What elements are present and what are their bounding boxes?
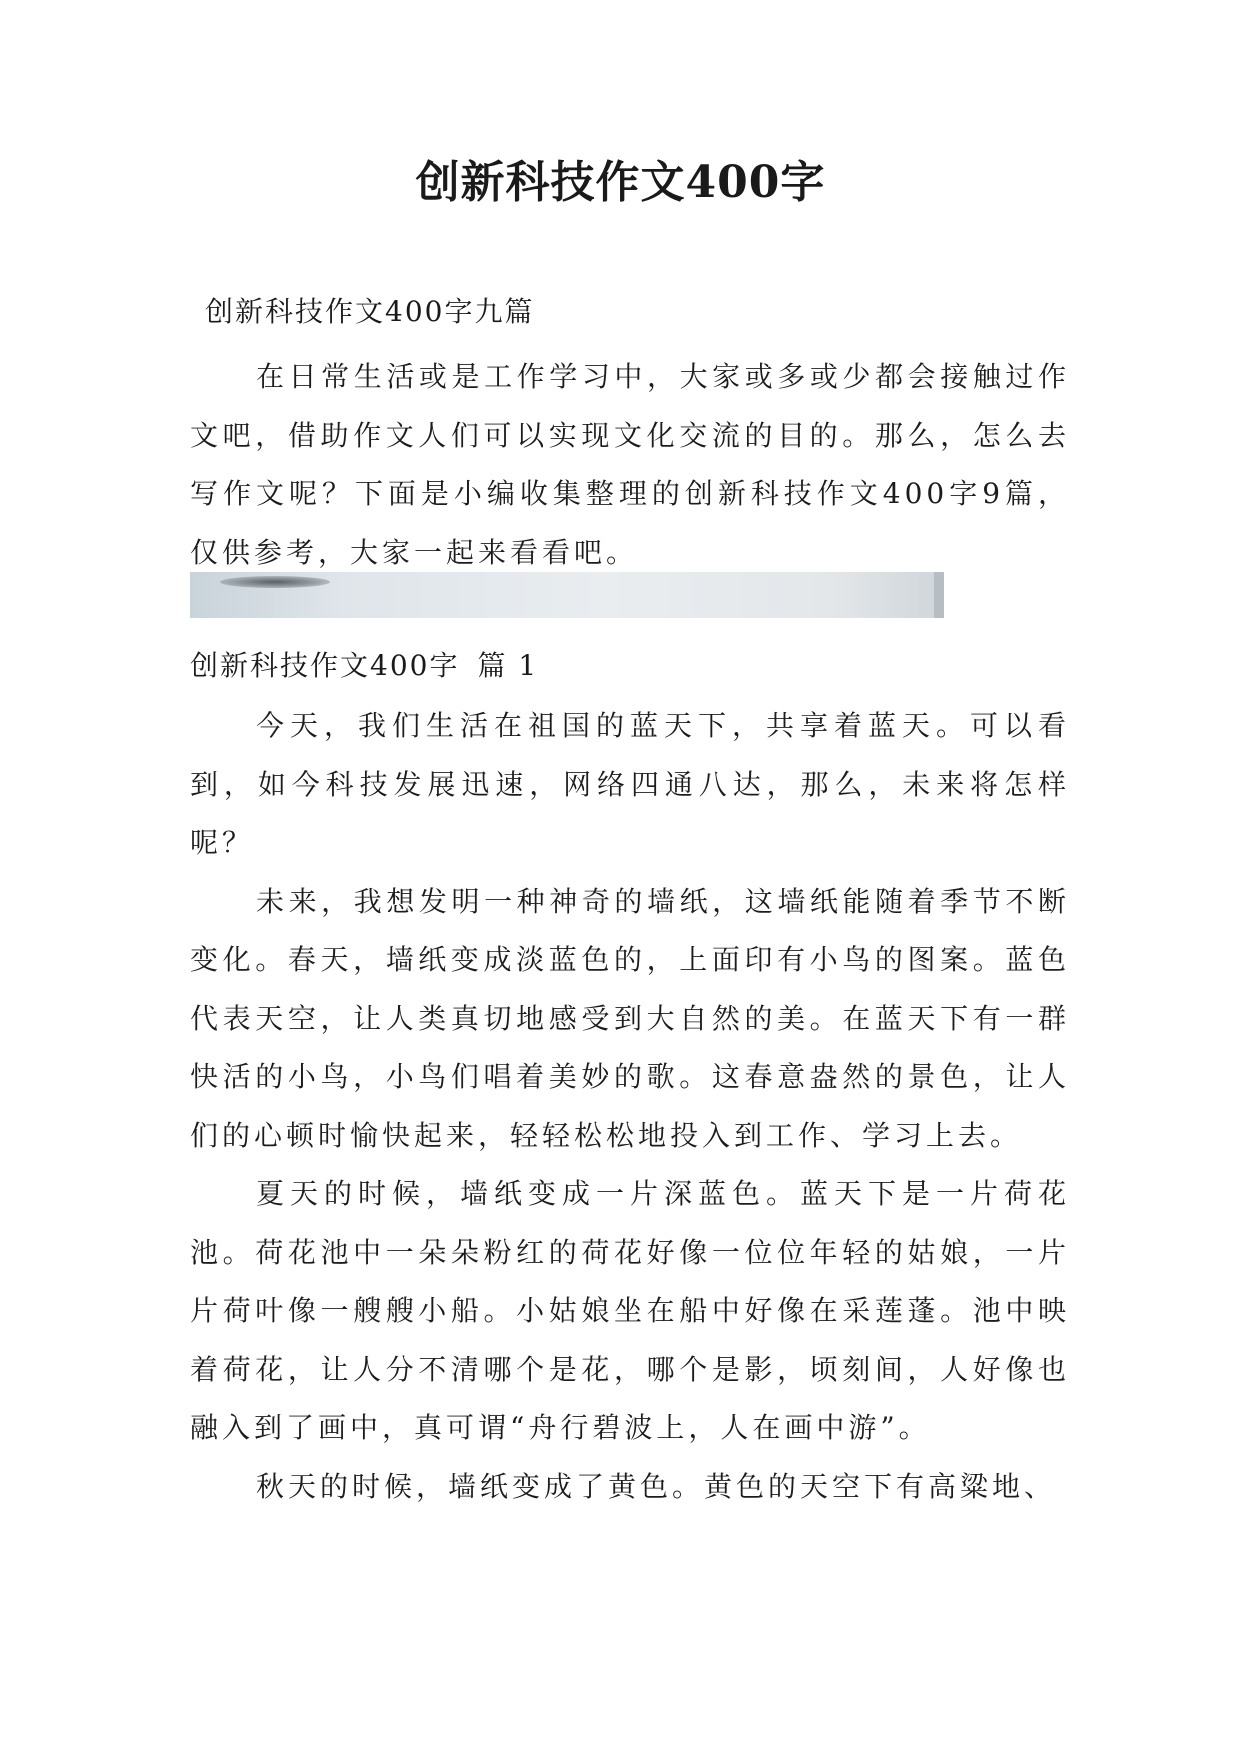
banner-edge bbox=[934, 572, 944, 618]
section-heading bbox=[190, 646, 538, 686]
document-title: 创新科技作文400字 bbox=[415, 157, 826, 208]
banner-image bbox=[190, 572, 944, 618]
section-title: 创新科技作文400字 bbox=[190, 649, 460, 682]
document-subtitle: 创新科技作文400字九篇 bbox=[205, 295, 535, 328]
essay-body bbox=[190, 697, 1070, 1516]
essay-paragraph: 今天，我们生活在祖国的蓝天下，共享着蓝天。可以看到，如今科技发展迅速，网络四通八达，那么，未来将怎样呢？ bbox=[190, 709, 1070, 859]
essay-paragraph: 秋天的时候，墙纸变成了黄色。黄色的天空下有高粱地、 bbox=[256, 1469, 1057, 1503]
intro-paragraph: 在日常生活或是工作学习中，大家或多或少都会接触过作文吧，借助作文人们可以实现文化交流的目的。那么，怎么去写作文呢？下面是小编收集整理的创新科技作文400字9篇，仅供参考，大家一起来看看吧。 bbox=[190, 360, 1070, 569]
section-number: 篇 1 bbox=[477, 649, 539, 682]
essay-paragraph: 未来，我想发明一种神奇的墙纸，这墙纸能随着季节不断变化。春天，墙纸变成淡蓝色的，上面印有小鸟的图案。蓝色代表天空，让人类真切地感受到大自然的美。在蓝天下有一群快活的小鸟，小鸟们唱着美妙的歌。这春意盎然的景色，让人们的心顿时愉快起来，轻轻松松地投入到工作、学习上去。 bbox=[190, 884, 1070, 1152]
intro-block bbox=[190, 348, 1070, 582]
banner-shadow bbox=[220, 576, 330, 588]
essay-paragraph: 夏天的时候，墙纸变成一片深蓝色。蓝天下是一片荷花池。荷花池中一朵朵粉红的荷花好像一位位年轻的姑娘，一片片荷叶像一艘艘小船。小姑娘坐在船中好像在采莲蓬。池中映着荷花，让人分不清哪个是花，哪个是影，顷刻间，人好像也融入到了画中，真可谓“舟行碧波上，人在画中游”。 bbox=[190, 1177, 1070, 1444]
